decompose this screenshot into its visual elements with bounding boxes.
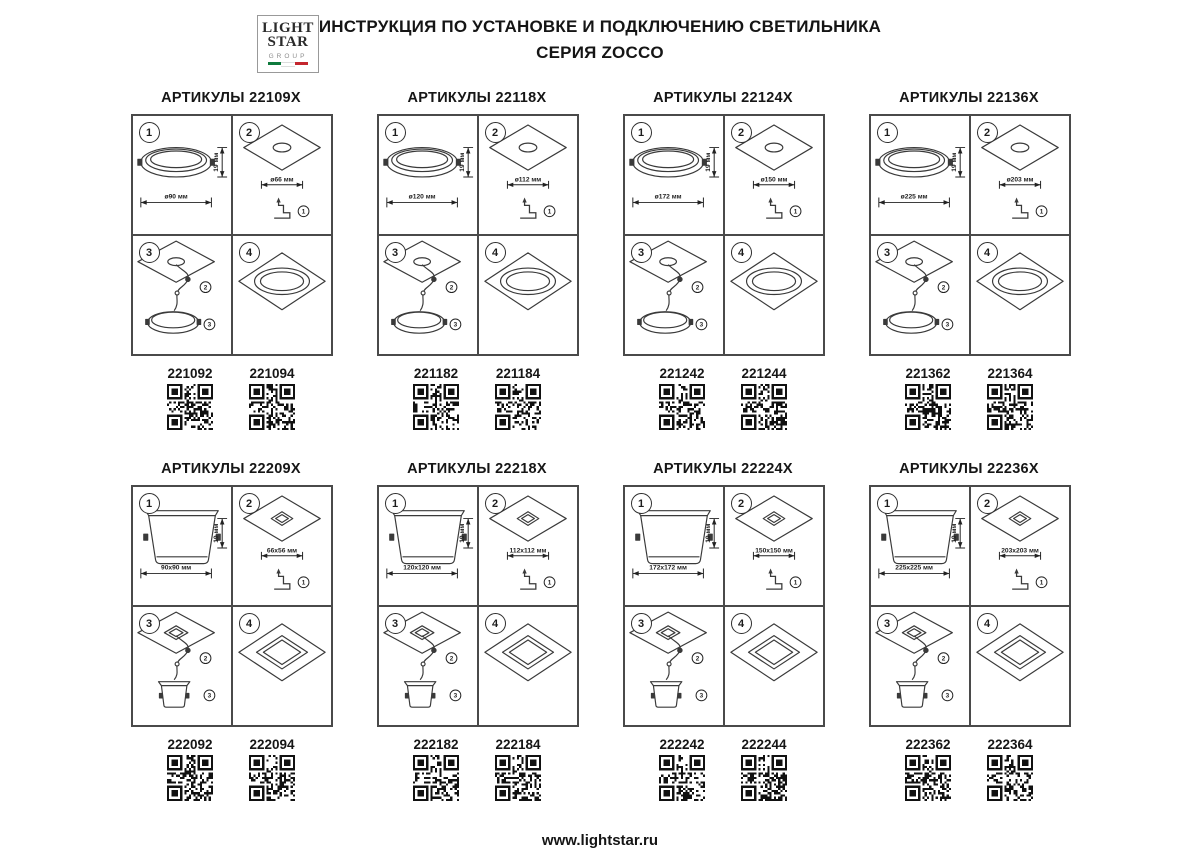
step-ref-2-marker <box>446 282 457 293</box>
installation-steps-grid <box>377 485 579 727</box>
step-ref-3-marker <box>204 690 215 701</box>
step-number-badge: 1 <box>631 493 652 514</box>
width-dimension-label: ø120 мм <box>408 193 436 201</box>
step-cell-2 <box>478 115 578 235</box>
step-number-badge: 4 <box>239 242 260 263</box>
step-number-badge: 2 <box>239 493 260 514</box>
product-code: 221092 <box>167 366 213 381</box>
height-dimension-label: 19 мм <box>704 523 712 543</box>
step-number-badge: 3 <box>877 613 898 634</box>
step-number-badge: 2 <box>731 122 752 143</box>
qr-code <box>905 384 951 430</box>
step-number-badge: 4 <box>977 242 998 263</box>
step-cell-4 <box>478 235 578 355</box>
installation-steps-grid <box>131 114 333 356</box>
step-cell-1 <box>624 115 724 235</box>
width-dimension-label: ø225 мм <box>900 193 928 201</box>
svg-text:2: 2 <box>203 284 207 292</box>
qr-codes-row <box>377 366 578 435</box>
qr-code <box>659 755 705 801</box>
product-code: 222362 <box>905 737 951 752</box>
step-ref-1-marker <box>544 577 555 588</box>
step-cell-1 <box>378 486 478 606</box>
svg-text:3: 3 <box>453 321 457 329</box>
logo-text-group: GROUP <box>268 52 308 60</box>
step-number-badge: 2 <box>239 122 260 143</box>
qr-code <box>495 384 541 430</box>
article-panel <box>869 461 1070 806</box>
height-dimension-label: 19 мм <box>950 523 958 543</box>
step-cell-1 <box>132 115 232 235</box>
product-code: 222092 <box>167 737 213 752</box>
cutout-dimension-label: ø66 мм <box>269 176 294 184</box>
website-url: www.lightstar.ru <box>541 832 659 848</box>
svg-text:1: 1 <box>301 208 305 216</box>
step-cell-2 <box>232 115 332 235</box>
svg-text:3: 3 <box>207 692 211 700</box>
svg-text:3: 3 <box>207 321 211 329</box>
step-ref-2-marker <box>200 282 211 293</box>
qr-codes-row <box>869 737 1070 806</box>
cutout-dimension-label: ø112 мм <box>514 176 541 184</box>
qr-block <box>899 366 957 435</box>
qr-code <box>987 755 1033 801</box>
step-number-badge: 4 <box>485 613 506 634</box>
step-ref-1-marker <box>790 206 801 217</box>
qr-block <box>407 737 465 806</box>
qr-block <box>243 737 301 806</box>
qr-block <box>735 737 793 806</box>
height-dimension-label: 19 мм <box>212 523 220 543</box>
qr-code <box>413 384 459 430</box>
article-panel <box>377 90 578 435</box>
step-ref-3-marker <box>696 319 707 330</box>
step-ref-3-marker <box>204 319 215 330</box>
product-code: 222182 <box>413 737 459 752</box>
title-line-2: СЕРИЯ ZOCCO <box>536 43 664 62</box>
cutout-dimension-label: ø203 мм <box>1006 176 1033 184</box>
cutout-dimension-label: 150х150 мм <box>754 547 793 555</box>
step-number-badge: 1 <box>139 122 160 143</box>
qr-codes-row <box>377 737 578 806</box>
qr-code <box>987 384 1033 430</box>
panel-title: АРТИКУЛЫ 22209X <box>161 461 301 477</box>
width-dimension-label: 225х225 мм <box>894 564 933 572</box>
product-code: 221362 <box>905 366 951 381</box>
step-ref-2-marker <box>692 282 703 293</box>
panels-area <box>0 90 1200 806</box>
product-code: 222094 <box>249 737 295 752</box>
panel-title: АРТИКУЛЫ 22118X <box>407 90 547 106</box>
qr-code <box>495 755 541 801</box>
svg-text:2: 2 <box>449 284 453 292</box>
step-cell-4 <box>724 235 824 355</box>
lightstar-logo <box>257 15 319 73</box>
panel-title: АРТИКУЛЫ 22109X <box>161 90 301 106</box>
step-ref-3-marker <box>450 690 461 701</box>
step-cell-3 <box>624 606 724 726</box>
installation-steps-grid <box>623 485 825 727</box>
step-cell-4 <box>232 606 332 726</box>
qr-block <box>899 737 957 806</box>
qr-block <box>243 366 301 435</box>
step-cell-2 <box>970 115 1070 235</box>
product-code: 222364 <box>987 737 1033 752</box>
product-code: 222242 <box>659 737 705 752</box>
step-number-badge: 3 <box>877 242 898 263</box>
step-cell-2 <box>970 486 1070 606</box>
step-number-badge: 4 <box>731 613 752 634</box>
step-cell-1 <box>870 486 970 606</box>
step-number-badge: 4 <box>977 613 998 634</box>
svg-text:3: 3 <box>699 321 703 329</box>
step-number-badge: 3 <box>139 242 160 263</box>
qr-code <box>413 755 459 801</box>
cutout-dimension-label: 112х112 мм <box>509 547 546 555</box>
svg-text:1: 1 <box>793 208 797 216</box>
step-number-badge: 4 <box>485 242 506 263</box>
qr-code <box>167 755 213 801</box>
width-dimension-label: ø90 мм <box>164 193 188 201</box>
width-dimension-label: 90х90 мм <box>160 564 191 572</box>
step-ref-3-marker <box>942 319 953 330</box>
svg-text:1: 1 <box>1039 208 1043 216</box>
step-number-badge: 2 <box>977 493 998 514</box>
qr-block <box>161 737 219 806</box>
step-ref-2-marker <box>692 653 703 664</box>
title-line-1: ИНСТРУКЦИЯ ПО УСТАНОВКЕ И ПОДКЛЮЧЕНИЮ СВЕТИЛЬНИКА <box>318 17 882 36</box>
flag-white-segment <box>281 62 294 68</box>
svg-text:3: 3 <box>453 692 457 700</box>
logo-text-star: STAR <box>267 34 309 51</box>
svg-text:1: 1 <box>793 579 797 587</box>
svg-text:1: 1 <box>1039 579 1043 587</box>
width-dimension-label: 120х120 мм <box>402 564 441 572</box>
step-cell-1 <box>378 115 478 235</box>
qr-block <box>653 737 711 806</box>
product-code: 221244 <box>741 366 787 381</box>
qr-code <box>905 755 951 801</box>
panel-title: АРТИКУЛЫ 22124X <box>653 90 793 106</box>
svg-text:3: 3 <box>699 692 703 700</box>
qr-block <box>161 366 219 435</box>
step-number-badge: 1 <box>139 493 160 514</box>
svg-text:1: 1 <box>547 579 551 587</box>
article-panel <box>623 90 824 435</box>
svg-text:3: 3 <box>945 321 949 329</box>
product-code: 221242 <box>659 366 705 381</box>
qr-block <box>981 737 1039 806</box>
step-ref-1-marker <box>298 577 309 588</box>
height-dimension-label: 19 мм <box>212 152 220 172</box>
step-ref-1-marker <box>790 577 801 588</box>
article-panel <box>131 461 332 806</box>
header <box>0 0 1200 80</box>
step-cell-1 <box>870 115 970 235</box>
step-cell-4 <box>970 606 1070 726</box>
step-number-badge: 2 <box>731 493 752 514</box>
step-number-badge: 4 <box>239 613 260 634</box>
svg-text:2: 2 <box>941 655 945 663</box>
qr-block <box>489 366 547 435</box>
svg-text:1: 1 <box>301 579 305 587</box>
panel-title: АРТИКУЛЫ 22218X <box>407 461 547 477</box>
qr-codes-row <box>869 366 1070 435</box>
step-ref-3-marker <box>696 690 707 701</box>
step-number-badge: 3 <box>385 242 406 263</box>
step-cell-3 <box>378 606 478 726</box>
qr-block <box>489 737 547 806</box>
logo-text-light: LIGHT <box>262 20 314 36</box>
panel-title: АРТИКУЛЫ 22236X <box>899 461 1039 477</box>
step-number-badge: 3 <box>631 242 652 263</box>
step-number-badge: 3 <box>385 613 406 634</box>
qr-codes-row <box>131 366 332 435</box>
width-dimension-label: 172х172 мм <box>648 564 687 572</box>
step-ref-1-marker <box>298 206 309 217</box>
step-number-badge: 3 <box>139 613 160 634</box>
step-number-badge: 1 <box>877 122 898 143</box>
article-panel <box>377 461 578 806</box>
flag-green-segment <box>268 62 281 66</box>
step-cell-1 <box>132 486 232 606</box>
width-dimension-label: ø172 мм <box>654 193 682 201</box>
svg-text:2: 2 <box>203 655 207 663</box>
svg-text:2: 2 <box>449 655 453 663</box>
qr-code <box>249 384 295 430</box>
step-number-badge: 2 <box>977 122 998 143</box>
step-number-badge: 3 <box>631 613 652 634</box>
step-ref-1-marker <box>544 206 555 217</box>
step-number-badge: 1 <box>631 122 652 143</box>
svg-text:3: 3 <box>945 692 949 700</box>
step-ref-1-marker <box>1036 206 1047 217</box>
step-cell-2 <box>232 486 332 606</box>
panels-row-1 <box>0 90 1200 435</box>
product-code: 222244 <box>741 737 787 752</box>
product-code: 221182 <box>413 366 459 381</box>
article-panel <box>131 90 332 435</box>
panel-title: АРТИКУЛЫ 22224X <box>653 461 793 477</box>
step-cell-2 <box>724 115 824 235</box>
cutout-dimension-label: 66х56 мм <box>266 547 297 555</box>
step-number-badge: 1 <box>385 122 406 143</box>
qr-code <box>741 755 787 801</box>
step-cell-3 <box>624 235 724 355</box>
installation-steps-grid <box>869 485 1071 727</box>
qr-block <box>981 366 1039 435</box>
panel-title: АРТИКУЛЫ 22136X <box>899 90 1039 106</box>
qr-codes-row <box>623 366 824 435</box>
step-cell-2 <box>724 486 824 606</box>
installation-steps-grid <box>131 485 333 727</box>
logo-flag-stripe <box>268 62 308 66</box>
step-ref-1-marker <box>1036 577 1047 588</box>
qr-block <box>653 366 711 435</box>
flag-red-segment <box>295 62 308 66</box>
step-cell-2 <box>478 486 578 606</box>
step-ref-2-marker <box>938 282 949 293</box>
qr-code <box>659 384 705 430</box>
product-code: 222184 <box>495 737 541 752</box>
step-cell-4 <box>724 606 824 726</box>
qr-codes-row <box>131 737 332 806</box>
svg-text:2: 2 <box>941 284 945 292</box>
product-code: 221184 <box>495 366 541 381</box>
step-cell-3 <box>132 606 232 726</box>
qr-code <box>167 384 213 430</box>
step-cell-3 <box>132 235 232 355</box>
height-dimension-label: 19 мм <box>704 152 712 172</box>
step-cell-3 <box>378 235 478 355</box>
step-number-badge: 4 <box>731 242 752 263</box>
step-ref-3-marker <box>942 690 953 701</box>
qr-code <box>741 384 787 430</box>
installation-steps-grid <box>623 114 825 356</box>
qr-code <box>249 755 295 801</box>
height-dimension-label: 19 мм <box>458 523 466 543</box>
article-panel <box>623 461 824 806</box>
panels-row-2 <box>0 461 1200 806</box>
qr-block <box>407 366 465 435</box>
product-code: 221094 <box>249 366 295 381</box>
svg-text:2: 2 <box>695 284 699 292</box>
cutout-dimension-label: 203х203 мм <box>1000 547 1039 555</box>
step-cell-3 <box>870 235 970 355</box>
step-cell-4 <box>232 235 332 355</box>
step-number-badge: 2 <box>485 122 506 143</box>
step-number-badge: 1 <box>877 493 898 514</box>
step-ref-3-marker <box>450 319 461 330</box>
product-code: 221364 <box>987 366 1033 381</box>
step-ref-2-marker <box>200 653 211 664</box>
step-cell-1 <box>624 486 724 606</box>
svg-text:1: 1 <box>547 208 551 216</box>
page-title <box>0 14 1200 66</box>
installation-steps-grid <box>377 114 579 356</box>
step-ref-2-marker <box>938 653 949 664</box>
step-cell-4 <box>478 606 578 726</box>
article-panel <box>869 90 1070 435</box>
height-dimension-label: 19 мм <box>950 152 958 172</box>
svg-text:2: 2 <box>695 655 699 663</box>
cutout-dimension-label: ø150 мм <box>760 176 787 184</box>
step-ref-2-marker <box>446 653 457 664</box>
qr-block <box>735 366 793 435</box>
footer <box>0 832 1200 848</box>
step-cell-3 <box>870 606 970 726</box>
step-number-badge: 2 <box>485 493 506 514</box>
installation-steps-grid <box>869 114 1071 356</box>
step-number-badge: 1 <box>385 493 406 514</box>
step-cell-4 <box>970 235 1070 355</box>
qr-codes-row <box>623 737 824 806</box>
height-dimension-label: 19 мм <box>458 152 466 172</box>
